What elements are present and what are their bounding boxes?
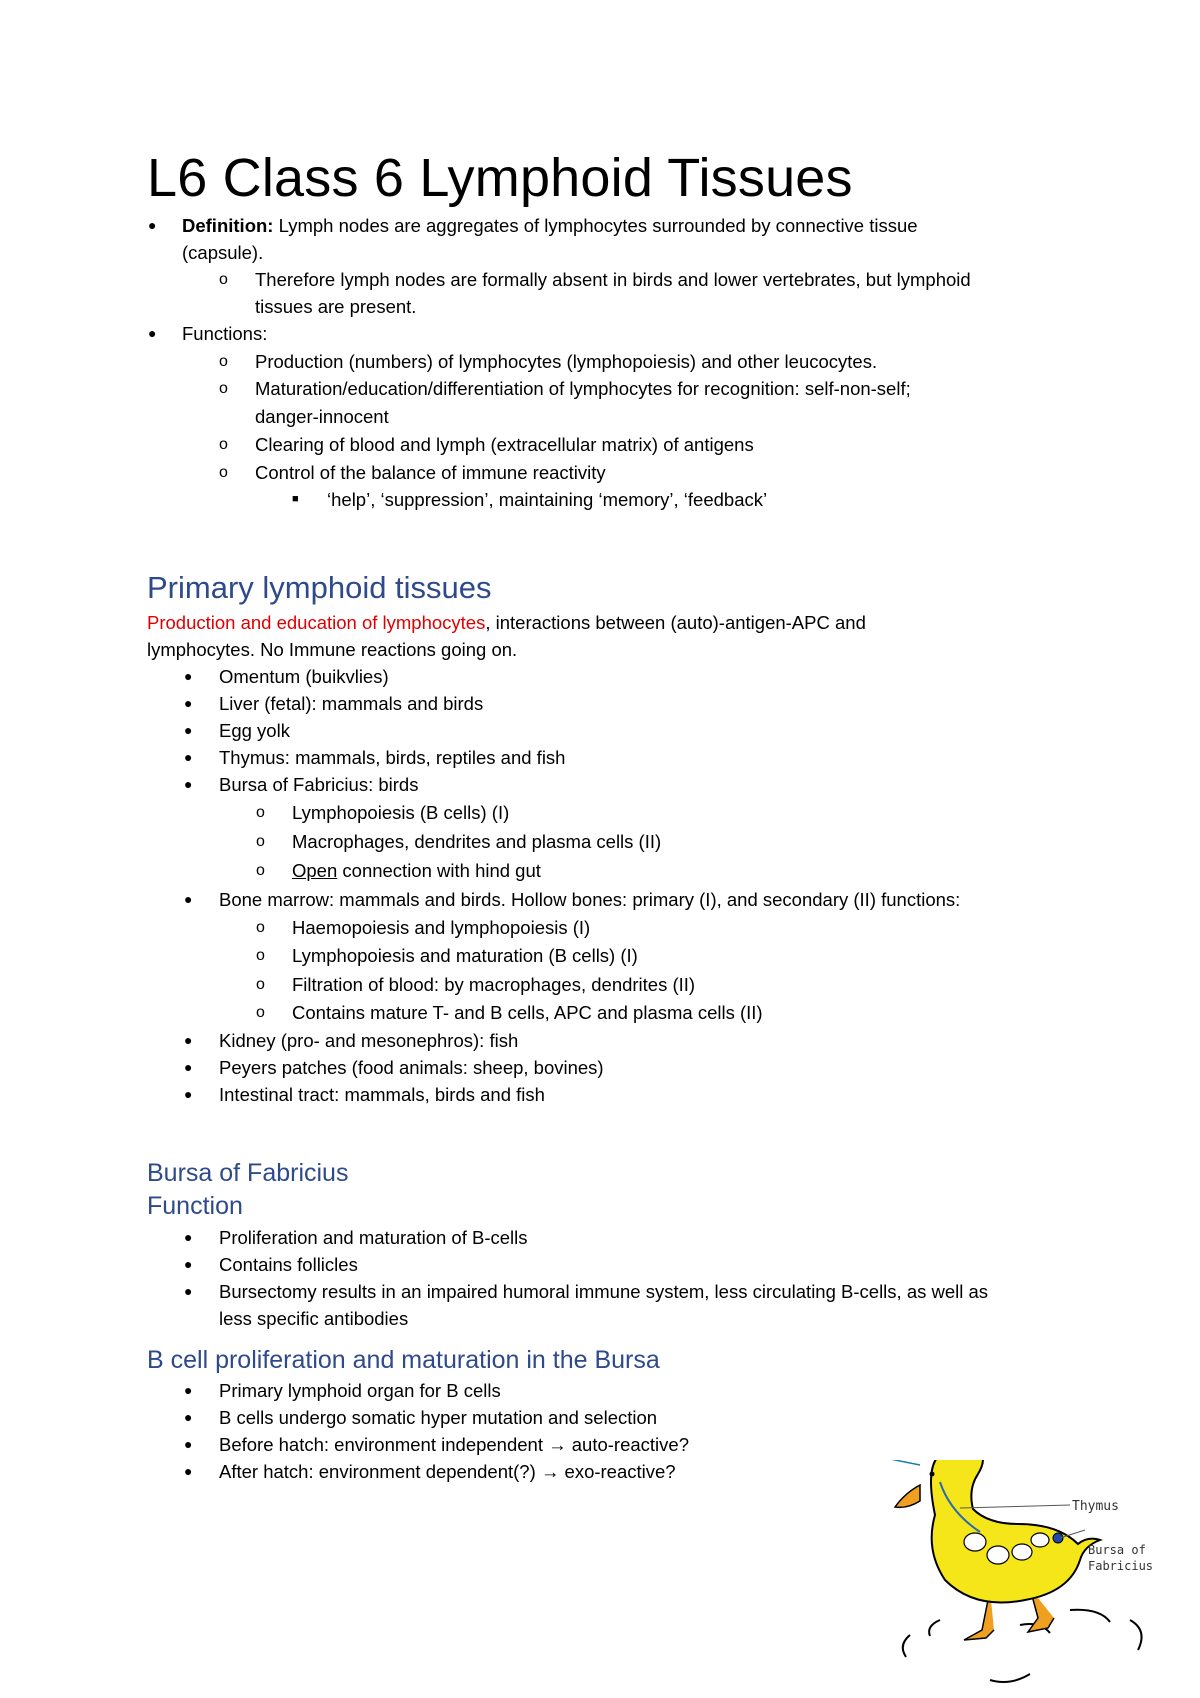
bullet-icon: ●	[184, 1256, 193, 1272]
circle-bullet-icon: o	[219, 353, 228, 370]
list-item: Omentum (buikvlies)	[219, 666, 389, 687]
list-item-cont: tissues are present.	[255, 296, 417, 317]
list-item: Therefore lymph nodes are formally absent in birds and lower vertebrates, but lymphoid	[255, 269, 971, 290]
bullet-icon: ●	[184, 1283, 193, 1299]
list-item: Proliferation and maturation of B-cells	[219, 1227, 528, 1248]
bullet-icon: ●	[184, 1086, 193, 1102]
bullet-icon: ●	[148, 325, 157, 341]
bullet-icon: ●	[184, 749, 193, 765]
list-item: Lymphopoiesis and maturation (B cells) (I)	[292, 945, 638, 966]
page-title: L6 Class 6 Lymphoid Tissues	[147, 148, 853, 208]
list-item-cont: less specific antibodies	[219, 1308, 409, 1329]
highlight-text: Production and education of lymphocytes	[147, 612, 486, 633]
duck-illustration	[880, 1460, 1170, 1690]
list-item: Production (numbers) of lymphocytes (lymphopoiesis) and other leucocytes.	[255, 351, 878, 372]
list-item: Bursa of Fabricius: birds	[219, 774, 419, 795]
list-item: Bone marrow: mammals and birds. Hollow bones: primary (I), and secondary (II) functions:	[219, 889, 961, 910]
circle-bullet-icon: o	[219, 380, 228, 397]
bullet-icon: ●	[184, 1463, 193, 1479]
label-bursa-1: Bursa of	[1088, 1543, 1146, 1557]
list-item: ‘help’, ‘suppression’, maintaining ‘memory’, ‘feedback’	[327, 489, 768, 510]
list-item: Filtration of blood: by macrophages, dendrites (II)	[292, 974, 696, 995]
definition-line	[182, 212, 918, 239]
bullet-icon: ●	[184, 1436, 193, 1452]
list-item: Maturation/education/differentiation of lymphocytes for recognition: self-non-self;	[255, 378, 911, 399]
list-item: Primary lymphoid organ for B cells	[219, 1380, 501, 1401]
list-item: Liver (fetal): mammals and birds	[219, 693, 484, 714]
list-item	[292, 857, 541, 884]
section-heading-bursa: Bursa of Fabricius	[147, 1159, 349, 1187]
label-thymus: Thymus	[1072, 1499, 1119, 1514]
bullet-icon: ●	[184, 891, 193, 907]
bullet-icon: ●	[184, 1032, 193, 1048]
definition-text: Lymph nodes are aggregates of lymphocytes surrounded by connective tissue	[273, 215, 918, 236]
list-item: After hatch: environment dependent(?) → exo-reactive?	[219, 1461, 676, 1482]
circle-bullet-icon: o	[256, 1004, 265, 1021]
bullet-icon: ●	[148, 217, 157, 233]
list-item: Contains follicles	[219, 1254, 358, 1275]
circle-bullet-icon: o	[256, 833, 265, 850]
bullet-icon: ●	[184, 1229, 193, 1245]
circle-bullet-icon: o	[256, 947, 265, 964]
functions-label: Functions:	[182, 323, 268, 344]
underlined-word: Open	[292, 860, 338, 881]
bullet-icon: ●	[184, 1409, 193, 1425]
list-item-cont: danger-innocent	[255, 406, 389, 427]
definition-cont: (capsule).	[182, 242, 264, 263]
list-item: Contains mature T- and B cells, APC and plasma cells (II)	[292, 1002, 763, 1023]
circle-bullet-icon: o	[256, 919, 265, 936]
list-item: Kidney (pro- and mesonephros): fish	[219, 1030, 519, 1051]
circle-bullet-icon: o	[256, 804, 265, 821]
list-item: Egg yolk	[219, 720, 290, 741]
section-heading-bcell: B cell proliferation and maturation in the Bursa	[147, 1346, 660, 1374]
bullet-icon: ●	[184, 1059, 193, 1075]
primary-lead	[147, 609, 866, 636]
list-item: Before hatch: environment independent → auto-reactive?	[219, 1434, 689, 1455]
circle-bullet-icon: o	[256, 862, 265, 879]
list-item: Bursectomy results in an impaired humoral immune system, less circulating B-cells, as well as	[219, 1281, 989, 1302]
circle-bullet-icon: o	[219, 464, 228, 481]
bullet-icon: ●	[184, 695, 193, 711]
label-bursa-2: Fabricius	[1088, 1559, 1154, 1573]
circle-bullet-icon: o	[256, 976, 265, 993]
bullet-icon: ●	[184, 668, 193, 684]
circle-bullet-icon: o	[219, 436, 228, 453]
square-bullet-icon: ■	[292, 493, 299, 505]
bullet-icon: ●	[184, 722, 193, 738]
section-heading-primary: Primary lymphoid tissues	[147, 570, 492, 605]
list-item: Macrophages, dendrites and plasma cells (II)	[292, 831, 662, 852]
subheading-function: Function	[147, 1192, 243, 1220]
list-item: Haemopoiesis and lymphopoiesis (I)	[292, 917, 591, 938]
definition-label: Definition:	[182, 215, 274, 236]
list-item-text: connection with hind gut	[337, 860, 541, 881]
lead-text: , interactions between (auto)-antigen-APC and	[485, 612, 866, 633]
list-item: Intestinal tract: mammals, birds and fish	[219, 1084, 545, 1105]
bullet-icon: ●	[184, 776, 193, 792]
bullet-icon: ●	[184, 1382, 193, 1398]
list-item: Thymus: mammals, birds, reptiles and fish	[219, 747, 566, 768]
list-item: Lymphopoiesis (B cells) (I)	[292, 802, 510, 823]
list-item: Control of the balance of immune reactivity	[255, 462, 606, 483]
primary-lead-cont: lymphocytes. No Immune reactions going on.	[147, 639, 518, 660]
list-item: B cells undergo somatic hyper mutation and selection	[219, 1407, 658, 1428]
circle-bullet-icon: o	[219, 271, 228, 288]
list-item: Peyers patches (food animals: sheep, bovines)	[219, 1057, 604, 1078]
list-item: Clearing of blood and lymph (extracellular matrix) of antigens	[255, 434, 754, 455]
